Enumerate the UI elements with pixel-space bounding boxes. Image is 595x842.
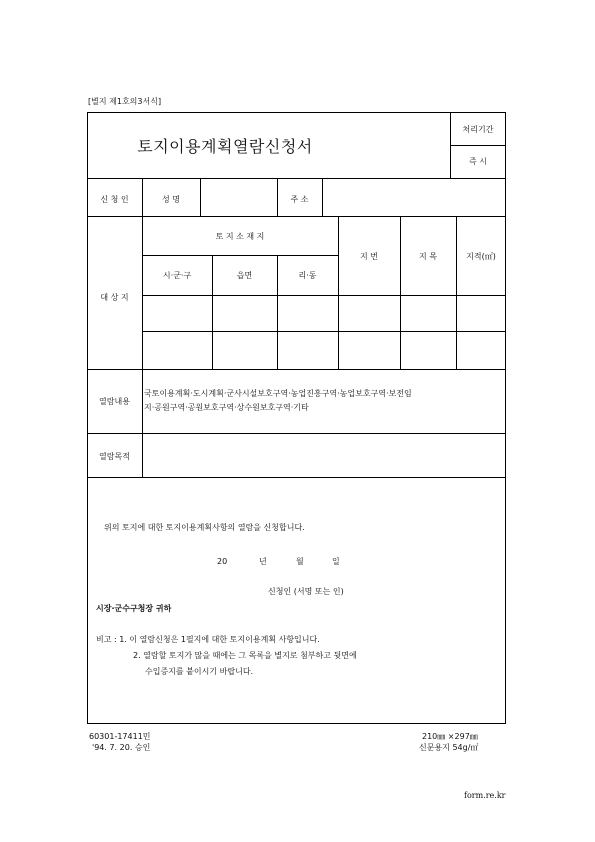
divider — [142, 255, 338, 256]
year-prefix: 20 — [217, 557, 228, 566]
processing-period-value: 즉 시 — [469, 157, 487, 166]
paper-type: 신문용지 54g/㎡ — [419, 743, 479, 752]
divider — [87, 178, 506, 179]
form-reference: [별지 제1호의3서식] — [88, 97, 162, 106]
name-label: 성 명 — [162, 195, 180, 204]
view-purpose-field[interactable] — [143, 435, 505, 476]
form-title: 토지이용계획열람신청서 — [137, 137, 313, 156]
processing-period-header: 처리기간 — [462, 125, 494, 134]
applicant-signature: 신청인 (서명 또는 인) — [268, 587, 344, 596]
form-code: 60301-17411민 — [89, 732, 151, 741]
note-3: 수입증지를 붙이시기 바랍니다. — [145, 667, 254, 676]
eupmyeon-header: 읍면 — [236, 271, 253, 280]
name-field[interactable] — [201, 180, 276, 215]
divider — [87, 433, 506, 434]
view-contents-line-2: 지·공원구역·공원보호구역·상수원보호구역·기타 — [144, 403, 309, 412]
addressee: 시장·군수구청장 귀하 — [96, 604, 172, 613]
divider — [87, 369, 506, 370]
address-field[interactable] — [323, 180, 505, 215]
note-2: 2. 열람할 토지가 많을 때에는 그 목록을 별지로 첨부하고 뒷면에 — [133, 651, 357, 660]
day-label: 일 — [332, 557, 340, 566]
site-watermark: form.re.kr — [464, 791, 506, 800]
applicant-label: 신 청 인 — [100, 195, 129, 204]
note-1: 비고 : 1. 이 열람신청은 1필지에 대한 토지이용계획 사항입니다. — [96, 635, 320, 644]
approval-date: '94. 7. 20. 승인 — [92, 743, 151, 752]
month-label: 월 — [296, 557, 304, 566]
land-location-header: 토 지 소 재 지 — [215, 232, 265, 241]
sigungu-header: 시·군·구 — [162, 271, 192, 280]
target-row-2[interactable] — [143, 332, 505, 368]
paper-size: 210㎜ ×297㎜ — [422, 732, 478, 741]
target-land-label: 대 상 지 — [100, 293, 129, 302]
view-contents-line-1: 국토이용계획·도시계획·군사시설보호구역·농업진흥구역·농업보호구역·보전임 — [144, 389, 412, 398]
ridong-header: 리·동 — [298, 271, 317, 280]
target-row-1[interactable] — [143, 296, 505, 330]
divider — [450, 145, 506, 146]
year-label: 년 — [259, 557, 267, 566]
view-contents-label: 열람내용 — [99, 397, 130, 406]
lot-number-header: 지 번 — [360, 252, 378, 261]
view-purpose-label: 열람목적 — [99, 452, 130, 461]
address-label: 주 소 — [290, 195, 309, 204]
application-statement: 위의 토지에 대한 토지이용계획사항의 열람을 신청합니다. — [104, 523, 305, 532]
divider — [87, 477, 506, 478]
area-header: 지적(㎡) — [466, 252, 496, 261]
divider — [87, 216, 506, 217]
land-category-header: 지 목 — [419, 252, 437, 261]
